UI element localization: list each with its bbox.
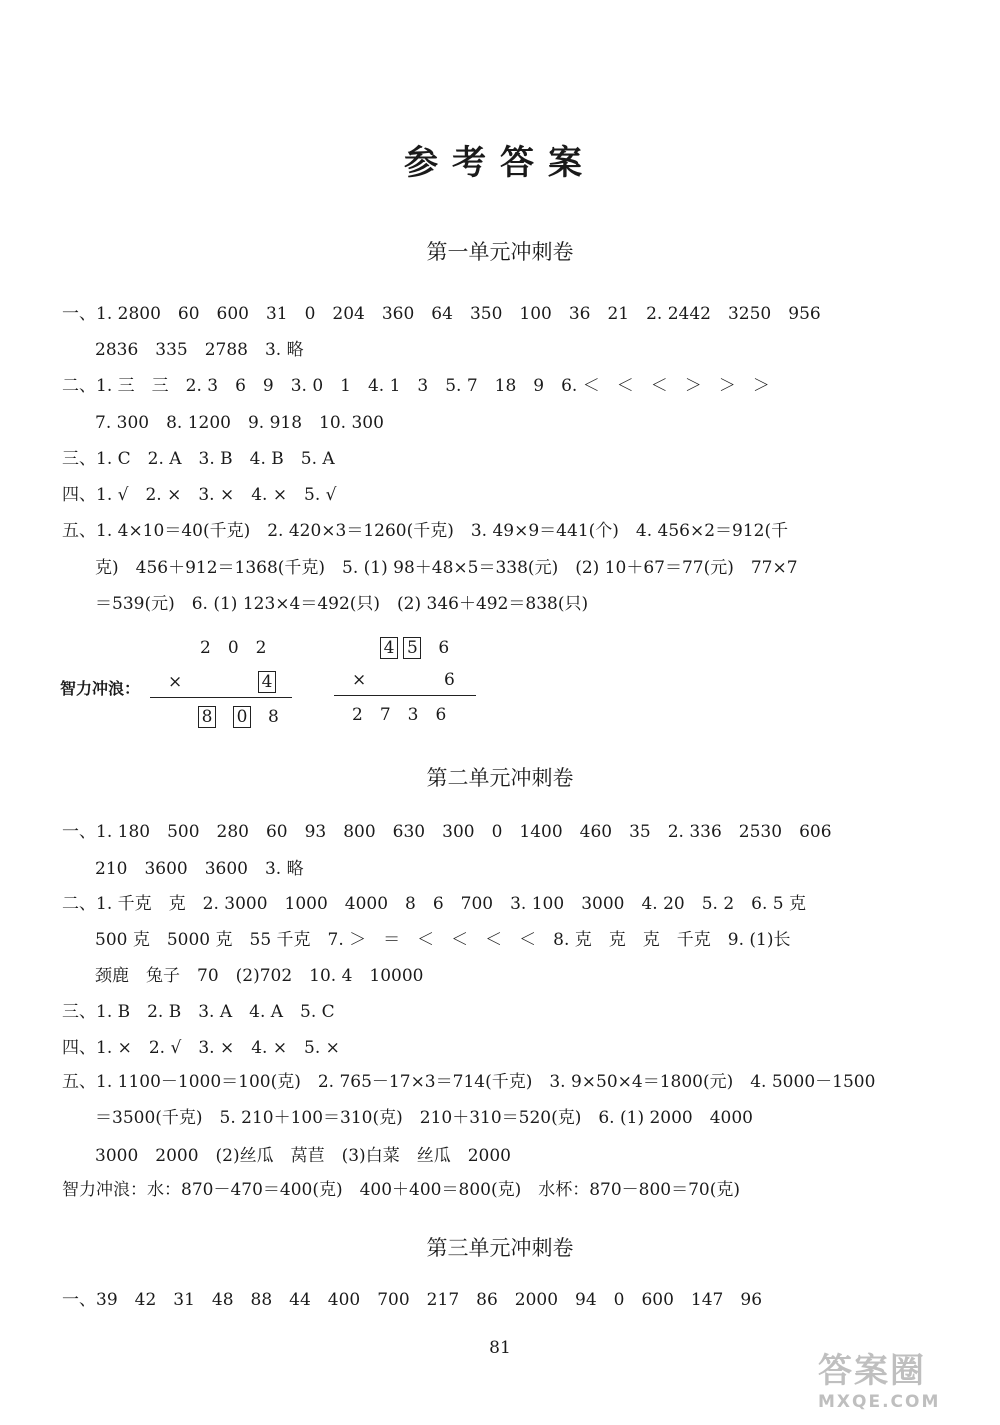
calc-b-multiplicand [380, 636, 449, 660]
watermark-line2: MXQE.COM [818, 1392, 941, 1412]
calc-a-rule [150, 697, 292, 698]
calc-a-times: × [168, 672, 183, 692]
unit1-line-9: ＝539(元) 6. (1) 123×4＝492(只) (2) 346＋492＝838(只) [95, 594, 589, 614]
calc-b-rule [334, 695, 476, 696]
watermark-line1: 答案圈 [818, 1351, 926, 1391]
page-title: 参考答案 [404, 143, 596, 183]
watermark-logo [818, 1343, 988, 1415]
unit1-line-1: 一、1. 2800 60 600 31 0 204 360 64 350 100 36 21 2. 2442 3250 956 [62, 304, 821, 324]
unit1-line-6: 四、1. √ 2. × 3. × 4. × 5. √ [62, 485, 337, 505]
unit1-line-2: 2836 335 2788 3. 略 [95, 340, 304, 360]
calc-a-box-r2: 0 [233, 706, 251, 728]
unit2-line-11: 智力冲浪：水：870－470＝400(克) 400＋400＝800(克) 水杯：870－800＝70(克) [62, 1180, 741, 1200]
unit2-line-9: ＝3500(千克) 5. 210＋100＝310(克) 210＋310＝520(克) 6. (1) 2000 4000 [95, 1108, 754, 1128]
unit1-line-3: 二、1. 三 三 2. 3 6 9 3. 0 1 4. 1 3 5. 7 18 9 6. ＜ ＜ ＜ ＞ ＞ ＞ [62, 376, 770, 396]
calc-b-times: × [352, 670, 367, 690]
brain-teaser-label: 智力冲浪： [60, 679, 141, 698]
unit2-line-8: 五、1. 1100－1000＝100(克) 2. 765－17×3＝714(千克) 3. 9×50×4＝1800(元) 4. 5000－1500 [62, 1072, 876, 1092]
unit3-line-1: 一、39 42 31 48 88 44 400 700 217 86 2000 94 0 600 147 96 [62, 1290, 763, 1310]
calc-b-multiplier: 6 [444, 670, 455, 690]
unit2-line-3: 二、1. 千克 克 2. 3000 1000 4000 8 6 700 3. 100 3000 4. 20 5. 2 6. 5 克 [62, 894, 806, 914]
unit2-heading: 第二单元冲刺卷 [426, 766, 574, 790]
unit2-line-1: 一、1. 180 500 280 60 93 800 630 300 0 1400 460 35 2. 336 2530 606 [62, 822, 832, 842]
unit2-line-2: 210 3600 3600 3. 略 [95, 859, 304, 879]
unit2-line-5: 颈鹿 兔子 70 (2)702 10. 4 10000 [95, 966, 424, 986]
unit1-line-4: 7. 300 8. 1200 9. 918 10. 300 [95, 413, 384, 433]
unit2-line-6: 三、1. B 2. B 3. A 4. A 5. C [62, 1002, 335, 1022]
unit1-heading: 第一单元冲刺卷 [426, 240, 574, 264]
calc-a-box-multiplier: 4 [258, 671, 276, 693]
calc-a-r3: 8 [268, 707, 279, 727]
unit1-line-7: 五、1. 4×10＝40(千克) 2. 420×3＝1260(千克) 3. 49×9＝441(个) 4. 456×2＝912(千 [62, 521, 789, 541]
unit2-line-10: 3000 2000 (2)丝瓜 莴苣 (3)白菜 丝瓜 2000 [95, 1146, 511, 1166]
calc-b-box2: 5 [403, 637, 421, 659]
calc-b-box1: 4 [380, 637, 398, 659]
calc-b-result: 2 7 3 6 [352, 705, 447, 725]
unit2-line-7: 四、1. × 2. √ 3. × 4. × 5. × [62, 1038, 340, 1058]
unit2-line-4: 500 克 5000 克 55 千克 7. ＞ ＝ ＜ ＜ ＜ ＜ 8. 克 克 克 千克 9. (1)长 [95, 930, 791, 950]
unit3-heading: 第三单元冲刺卷 [426, 1236, 574, 1260]
calc-a-box-r1: 8 [198, 706, 216, 728]
calc-a-multiplicand: 2 0 2 [200, 638, 267, 658]
unit1-line-8: 克) 456＋912＝1368(千克) 5. (1) 98＋48×5＝338(元) (2) 10＋67＝77(元) 77×7 [95, 558, 798, 578]
calc-b-d3: 6 [438, 638, 450, 658]
calc-a-result [198, 705, 279, 729]
unit1-line-5: 三、1. C 2. A 3. B 4. B 5. A [62, 449, 335, 469]
page-number: 81 [489, 1338, 511, 1358]
